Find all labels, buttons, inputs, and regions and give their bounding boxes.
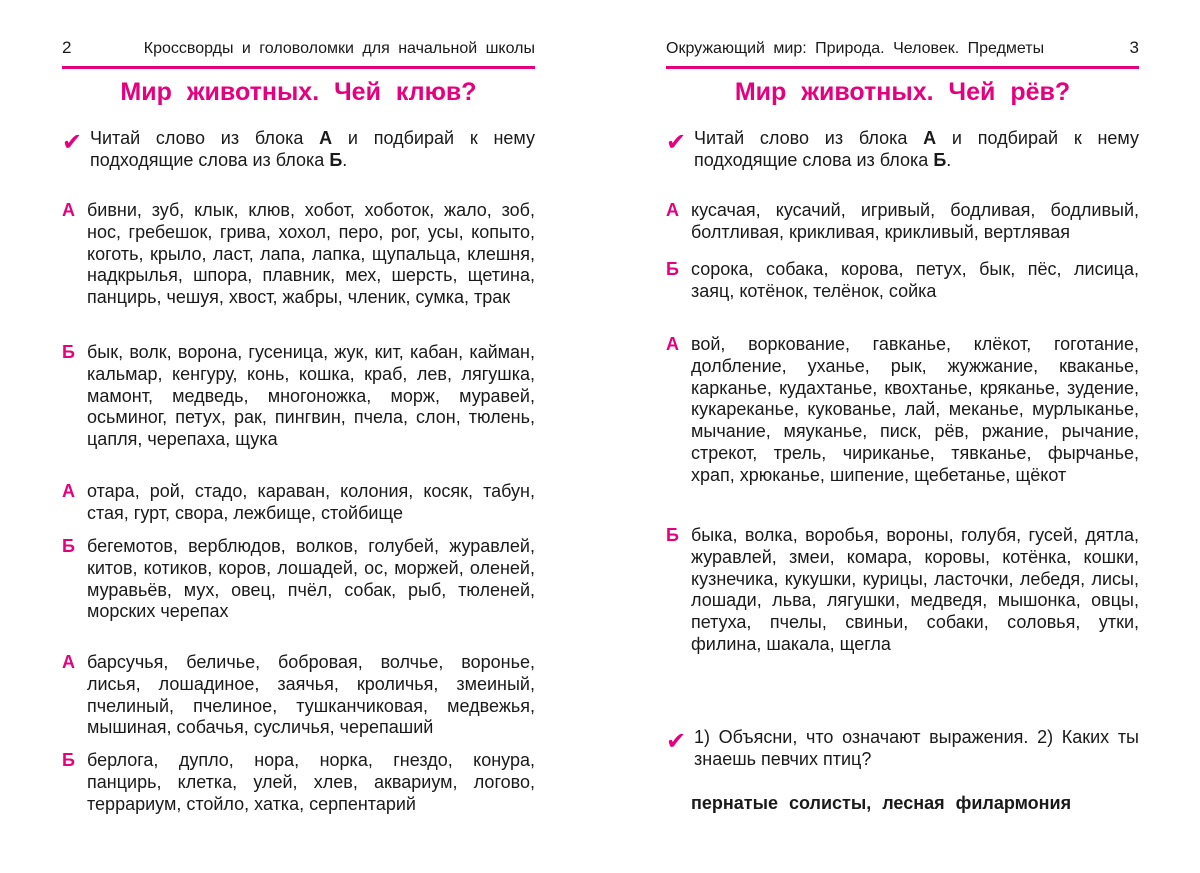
left-page-header: [62, 38, 535, 58]
right-block-b-1: [666, 259, 1139, 303]
left-block-b-3: [62, 750, 535, 815]
block-words: бивни, зуб, клык, клюв, хобот, хоботок, жало, зоб, нос, гребешок, грива, хохол, перо, рог, усы, копыто, коготь, крыло, ласт, лапа, лапка, щупальца, клешня, надкрылья, шпора, плавник, мех, шерсть, щетина, панцирь, чешуя, хвост, жабры, членик, сумка, трак: [87, 200, 535, 308]
left-instruction-text: Читай слово из блока А и подбирай к нему подходящие слова из блока Б.: [90, 128, 535, 170]
block-letter: Б: [62, 536, 75, 556]
left-block-b-2: [62, 536, 535, 623]
right-block-b-2: [666, 525, 1139, 656]
right-question: [666, 727, 1139, 770]
right-instruction-text: Читай слово из блока А и подбирай к нему подходящие слова из блока Б.: [694, 128, 1139, 170]
right-instruction: [666, 128, 1139, 171]
left-page: [62, 0, 535, 873]
right-page-title: Мир животных. Чей рёв?: [734, 78, 1071, 106]
checkmark-icon: ✔: [666, 129, 687, 156]
block-words: бык, волк, ворона, гусеница, жук, кит, кабан, кайман, кальмар, кенгуру, конь, кошка, краб, лев, лягушка, мамонт, медведь, многоножка, морж, муравей, осьминог, петух, рак, пингвин, пчела, слон, тюлень, цапля, черепаха, щука: [87, 342, 535, 450]
left-running-header: Кроссворды и головоломки для начальной школы: [143, 40, 535, 57]
block-words: сорока, собака, корова, петух, бык, пёс, лисица, заяц, котёнок, телёнок, сойка: [691, 259, 1139, 301]
right-page-header: [666, 38, 1139, 58]
right-question-text: 1) Объясни, что означают выражения. 2) Каких ты знаешь певчих птиц?: [694, 727, 1139, 769]
right-expressions: пернатые солисты, лесная филармония: [691, 793, 1072, 813]
block-letter: А: [666, 334, 679, 354]
left-block-a-3: [62, 652, 535, 739]
left-block-a-2: [62, 481, 535, 525]
block-letter: А: [62, 652, 75, 672]
block-letter: Б: [666, 259, 679, 279]
block-letter: А: [62, 200, 75, 220]
block-letter: А: [62, 481, 75, 501]
right-running-header: Окружающий мир: Природа. Человек. Предметы: [666, 40, 1045, 57]
left-page-title: Мир животных. Чей клюв?: [120, 78, 477, 106]
checkmark-icon: ✔: [62, 129, 83, 156]
block-words: вой, воркование, гавканье, клёкот, гоготание, долбление, уханье, рык, жужжание, кваканье, карканье, кудахтанье, квохтанье, кряканье, зудение, кукареканье, кукованье, лай, меканье, мурлыканье, мычание, мяуканье, писк, рёв, ржание, рычание, стрекот, трель, чириканье, тявканье, фырчанье, храп, хрюканье, шипение, щебетанье, щёкот: [691, 334, 1139, 485]
checkmark-icon: ✔: [666, 728, 687, 755]
right-header-rule: [666, 66, 1139, 69]
left-instruction: [62, 128, 535, 171]
block-words: берлога, дупло, нора, норка, гнездо, конура, панцирь, клетка, улей, хлев, аквариум, логово, террариум, стойло, хатка, серпентарий: [87, 750, 535, 814]
block-words: барсучья, беличье, бобровая, волчье, воронье, лисья, лошадиное, заячья, кроличья, змеиный, пчелиный, пчелиное, тушканчиковая, медвежья, мышиная, собачья, сусличья, черепаший: [87, 652, 535, 738]
block-letter: Б: [666, 525, 679, 545]
left-block-b-1: [62, 342, 535, 451]
right-page-number: 3: [1129, 38, 1139, 57]
block-words: бегемотов, верблюдов, волков, голубей, журавлей, китов, котиков, коров, лошадей, ос, моржей, оленей, муравьёв, мух, овец, пчёл, собак, рыб, тюленей, морских черепах: [87, 536, 535, 622]
left-block-a-1: [62, 200, 535, 309]
block-letter: Б: [62, 342, 75, 362]
left-page-number: 2: [62, 38, 72, 57]
block-letter: Б: [62, 750, 75, 770]
right-block-a-2: [666, 334, 1139, 487]
block-words: кусачая, кусачий, игривый, бодливая, бодливый, болтливая, крикливая, крикливый, вертлявая: [691, 200, 1139, 242]
left-header-rule: [62, 66, 535, 69]
right-block-a-1: [666, 200, 1139, 244]
block-words: быка, волка, воробья, вороны, голубя, гусей, дятла, журавлей, змеи, комара, коровы, котёнка, кошки, кузнечика, кукушки, курицы, ласточки, лебедя, лисы, лошади, льва, лягушки, медведя, мышонка, овцы, петуха, пчелы, свиньи, собаки, соловья, утки, филина, шакала, щегла: [691, 525, 1139, 654]
right-page: [666, 0, 1139, 873]
block-words: отара, рой, стадо, караван, колония, косяк, табун, стая, гурт, свора, лежбище, стойбище: [87, 481, 535, 523]
block-letter: А: [666, 200, 679, 220]
